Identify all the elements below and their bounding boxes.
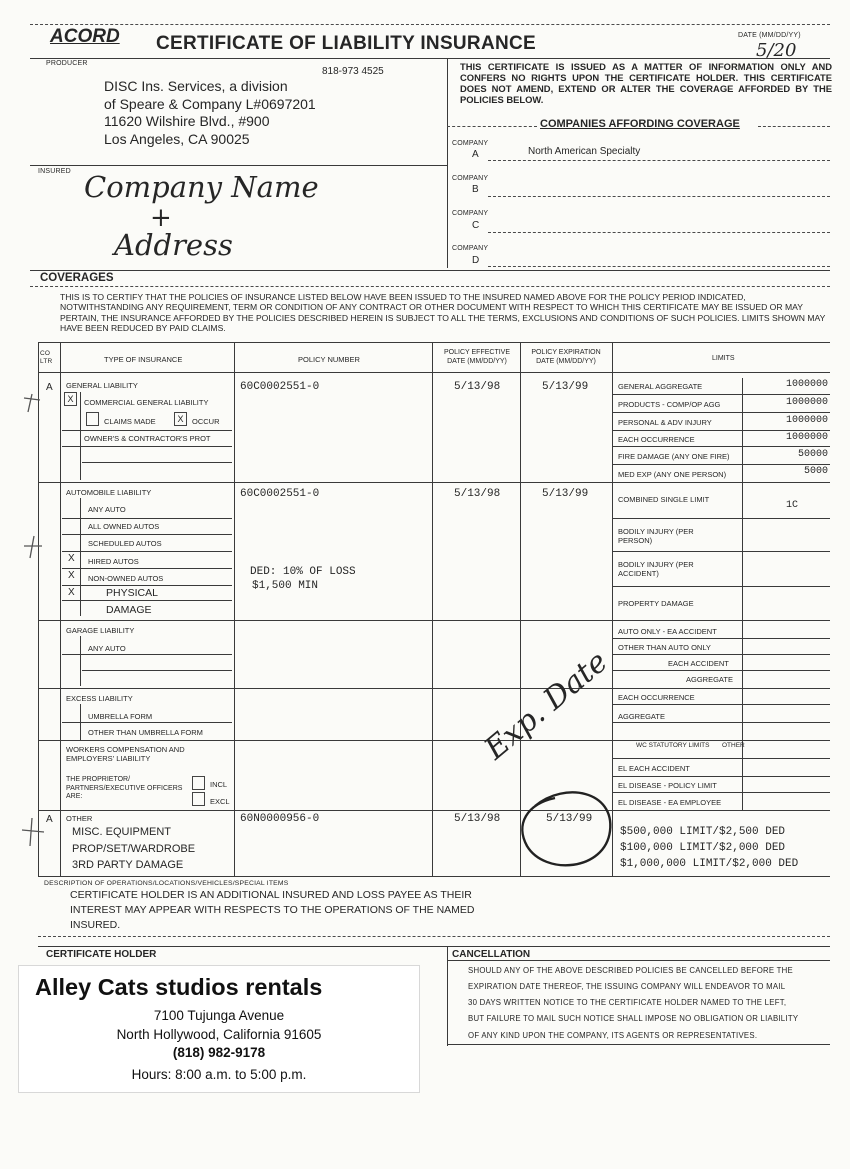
auto-nonowned-check[interactable]: X [68,570,75,581]
holder-address-2: North Hollywood, California 91605 [116,1027,322,1042]
general-limit-value-2: 1000000 [785,415,828,426]
other-co-letter: A [46,814,53,825]
workers-incl-label: INCL [210,780,228,789]
workers-proprietor-label: THE PROPRIETOR/ PARTNERS/EXECUTIVE OFFICERS ARE: [66,776,183,800]
companies-heading: COMPANIES AFFORDING COVERAGE [540,118,740,130]
insured-label: INSURED [38,168,71,175]
workers-limit-label-2: EL EACH ACCIDENT [618,764,690,773]
auto-hired-check[interactable]: X [68,553,75,564]
document-title: CERTIFICATE OF LIABILITY INSURANCE [156,33,536,54]
description-line-3: INSURED. [70,919,121,931]
other-eff-date: 5/13/98 [454,813,501,825]
certificate-holder-label-card [18,965,420,1093]
holder-name: Alley Cats studios rentals [35,974,323,1000]
producer-label: PRODUCER [46,60,88,67]
general-liability-title: GENERAL LIABILITY [66,381,138,390]
auto-item-5: PHYSICAL [106,587,158,599]
auto-policy-number: 60C0002551-0 [240,488,320,500]
workers-limit-label-3: EL DISEASE - POLICY LIMIT [618,781,717,790]
general-occur-checkbox[interactable]: X [174,412,187,426]
auto-item-2: SCHEDULED AUTOS [88,539,162,548]
general-limit-label-1: PRODUCTS - COMP/OP AGG [618,400,721,409]
excess-limit-label-0: EACH OCCURRENCE [618,693,695,702]
certificate-holder-label: CERTIFICATE HOLDER [46,949,157,960]
cancellation-line-1: EXPIRATION DATE THEREOF, THE ISSUING COMPANY WILL ENDEAVOR TO MAIL [468,982,786,991]
other-limit-0: $500,000 LIMIT/$2,500 DED [620,826,786,838]
general-limit-value-5: 5000 [803,466,828,477]
garage-limit-label-1: OTHER THAN AUTO ONLY [618,643,711,652]
company-c-letter: C [472,220,480,231]
handwritten-exp-date-note: Exp. Date [478,644,615,767]
general-owners-label: OWNER'S & CONTRACTOR'S PROT [84,434,211,443]
general-exp-date: 5/13/99 [542,381,589,393]
workers-limit-label-1: OTHER [722,742,745,749]
general-occur-label: OCCUR [192,417,220,426]
holder-phone: (818) 982-9178 [172,1045,266,1060]
garage-liability-title: GARAGE LIABILITY [66,626,135,635]
general-co-letter: A [46,382,53,393]
excess-liability-title: EXCESS LIABILITY [66,694,133,703]
date-label: DATE (MM/DD/YY) [738,32,801,39]
auto-item-1: ALL OWNED AUTOS [88,522,160,531]
general-claims-checkbox[interactable] [86,412,99,426]
auto-limit-label-2: BODILY INJURY (PER ACCIDENT) [618,560,694,578]
general-limit-value-1: 1000000 [785,397,828,408]
other-limit-2: $1,000,000 LIMIT/$2,000 DED [620,858,799,870]
general-limit-label-0: GENERAL AGGREGATE [618,382,703,391]
insured-handwritten-address: Address [114,228,233,262]
producer-line-2: of Speare & Company L#0697201 [104,96,316,112]
auto-limit-label-3: PROPERTY DAMAGE [618,599,694,608]
margin-marks [14,390,48,860]
holder-hours: Hours: 8:00 a.m. to 5:00 p.m. [131,1067,307,1082]
cancellation-line-0: SHOULD ANY OF THE ABOVE DESCRIBED POLICIES BE CANCELLED BEFORE THE [468,966,793,975]
header-limits: LIMITS [712,355,735,362]
description-line-2: INTEREST MAY APPEAR WITH RESPECTS TO THE OPERATIONS OF THE NAMED [70,904,475,916]
other-item-1: PROP/SET/WARDROBE [72,843,196,855]
auto-deductible-line2: $1,500 MIN [252,580,319,592]
other-item-0: MISC. EQUIPMENT [72,826,172,838]
auto-item-4: NON-OWNED AUTOS [88,574,164,583]
description-line-1: CERTIFICATE HOLDER IS AN ADDITIONAL INSURED AND LOSS PAYEE AS THEIR [70,889,472,901]
auto-item-3: HIRED AUTOS [88,557,139,566]
workers-limit-label-0: WC STATUTORY LIMITS [636,742,710,749]
auto-physical-check[interactable]: X [68,587,75,598]
producer-line-1: DISC Ins. Services, a division [104,78,288,94]
company-a-label: COMPANY [452,140,489,147]
general-limit-label-2: PERSONAL & ADV INJURY [618,418,712,427]
handwritten-circle [515,776,625,886]
garage-item-0: ANY AUTO [88,644,126,653]
other-title: OTHER [66,814,93,823]
producer-phone: 818-973 4525 [322,66,384,77]
garage-limit-label-0: AUTO ONLY - EA ACCIDENT [618,627,717,636]
date-value: 5/20 [756,40,797,61]
general-limit-value-4: 50000 [797,449,828,460]
cancellation-line-4: OF ANY KIND UPON THE COMPANY, ITS AGENTS OR REPRESENTATIVES. [468,1031,758,1040]
general-limit-value-3: 1000000 [785,432,828,443]
general-policy-number: 60C0002551-0 [240,381,320,393]
company-d-letter: D [472,255,480,266]
garage-limit-label-3: AGGREGATE [686,675,733,684]
header-expiration-date: POLICY EXPIRATION DATE (MM/DD/YY) [531,349,601,365]
cancellation-line-3: BUT FAILURE TO MAIL SUCH NOTICE SHALL IMPOSE NO OBLIGATION OR LIABILITY [468,1014,799,1023]
excess-limit-label-1: AGGREGATE [618,712,665,721]
general-limit-value-0: 1000000 [785,379,828,390]
auto-exp-date: 5/13/99 [542,488,589,500]
general-limit-label-4: FIRE DAMAGE (ANY ONE FIRE) [618,452,730,461]
cancellation-line-2: 30 DAYS WRITTEN NOTICE TO THE CERTIFICATE HOLDER NAMED TO THE LEFT, [468,998,787,1007]
other-limit-1: $100,000 LIMIT/$2,000 DED [620,842,786,854]
company-a-letter: A [472,149,479,160]
insured-handwritten-plus: + [150,203,172,233]
auto-limit-label-1: BODILY INJURY (PER PERSON) [618,527,694,545]
company-b-label: COMPANY [452,175,489,182]
general-limit-label-3: EACH OCCURRENCE [618,435,695,444]
acord-brand: ACORD [50,26,120,47]
company-d-label: COMPANY [452,245,489,252]
auto-limit-label-0: COMBINED SINGLE LIMIT [618,495,710,504]
company-a-name: North American Specialty [528,146,641,157]
header-policy-number: POLICY NUMBER [298,355,360,364]
coverages-heading: COVERAGES [40,272,114,284]
workers-excl-checkbox[interactable] [192,792,205,806]
company-c-label: COMPANY [452,210,489,217]
cancellation-label: CANCELLATION [452,949,531,960]
producer-line-3: 11620 Wilshire Blvd., #900 [104,113,270,129]
header-type: TYPE OF INSURANCE [104,355,183,364]
excess-item-1: OTHER THAN UMBRELLA FORM [88,728,203,737]
coverages-statement: THIS IS TO CERTIFY THAT THE POLICIES OF INSURANCE LISTED BELOW HAVE BEEN ISSUED TO THE INSURED NAMED ABOVE FOR THE POLICY PERIOD INDICATED, NOTWITHSTANDING ANY REQUIREMENT, TERM OR CONDITION OF ANY CONTRACT OR OTHER DOCUMENT WITH RESPECT TO WHICH THIS CERTIFICATE MAY BE ISSUED OR MAY PERTAIN, THE INSURANCE AFFORDED BY THE POLICIES DESCRIBED HEREIN IS SUBJECT TO ALL THE TERMS, EXCLUSIONS AND CONDITIONS OF SUCH POLICIES. LIMITS SHOWN MAY HAVE BEEN REDUCED BY PAID CLAIMS. [60,292,826,334]
insured-handwritten-name: Company Name [84,170,319,204]
producer-line-4: Los Angeles, CA 90025 [104,131,250,147]
general-commercial-label: COMMERCIAL GENERAL LIABILITY [84,398,209,407]
description-label: DESCRIPTION OF OPERATIONS/LOCATIONS/VEHICLES/SPECIAL ITEMS [44,880,289,887]
workers-excl-label: EXCL [210,797,230,806]
auto-liability-title: AUTOMOBILE LIABILITY [66,488,152,497]
certificate-notice: THIS CERTIFICATE IS ISSUED AS A MATTER OF INFORMATION ONLY AND CONFERS NO RIGHTS UPON THE CERTIFICATE HOLDER. THIS CERTIFICATE DOES NOT AMEND, EXTEND OR ALTER THE COVERAGE AFFORDED BY THE POLICIES BELOW. [460,61,832,105]
auto-eff-date: 5/13/98 [454,488,501,500]
general-commercial-checkbox[interactable]: X [64,392,77,406]
auto-item-0: ANY AUTO [88,505,126,514]
header-effective-date: POLICY EFFECTIVE DATE (MM/DD/YY) [444,349,510,365]
auto-limit-value-0: 1C [785,500,798,511]
workers-incl-checkbox[interactable] [192,776,205,790]
excess-item-0: UMBRELLA FORM [88,712,153,721]
auto-item-6: DAMAGE [106,604,152,616]
header-co-ltr: CO LTR [40,350,53,365]
general-claims-made-label: CLAIMS MADE [104,417,156,426]
company-b-letter: B [472,184,479,195]
holder-address-1: 7100 Tujunga Avenue [153,1008,285,1023]
garage-limit-label-2: EACH ACCIDENT [668,659,729,668]
other-policy-number: 60N0000956-0 [240,813,320,825]
workers-comp-title: WORKERS COMPENSATION AND EMPLOYERS' LIABILITY [66,745,185,763]
auto-deductible-line1: DED: 10% OF LOSS [250,566,356,578]
other-item-2: 3RD PARTY DAMAGE [72,859,184,871]
general-eff-date: 5/13/98 [454,381,501,393]
workers-limit-label-4: EL DISEASE - EA EMPLOYEE [618,798,722,807]
other-exp-date: 5/13/99 [546,813,593,825]
general-limit-label-5: MED EXP (ANY ONE PERSON) [618,470,727,479]
